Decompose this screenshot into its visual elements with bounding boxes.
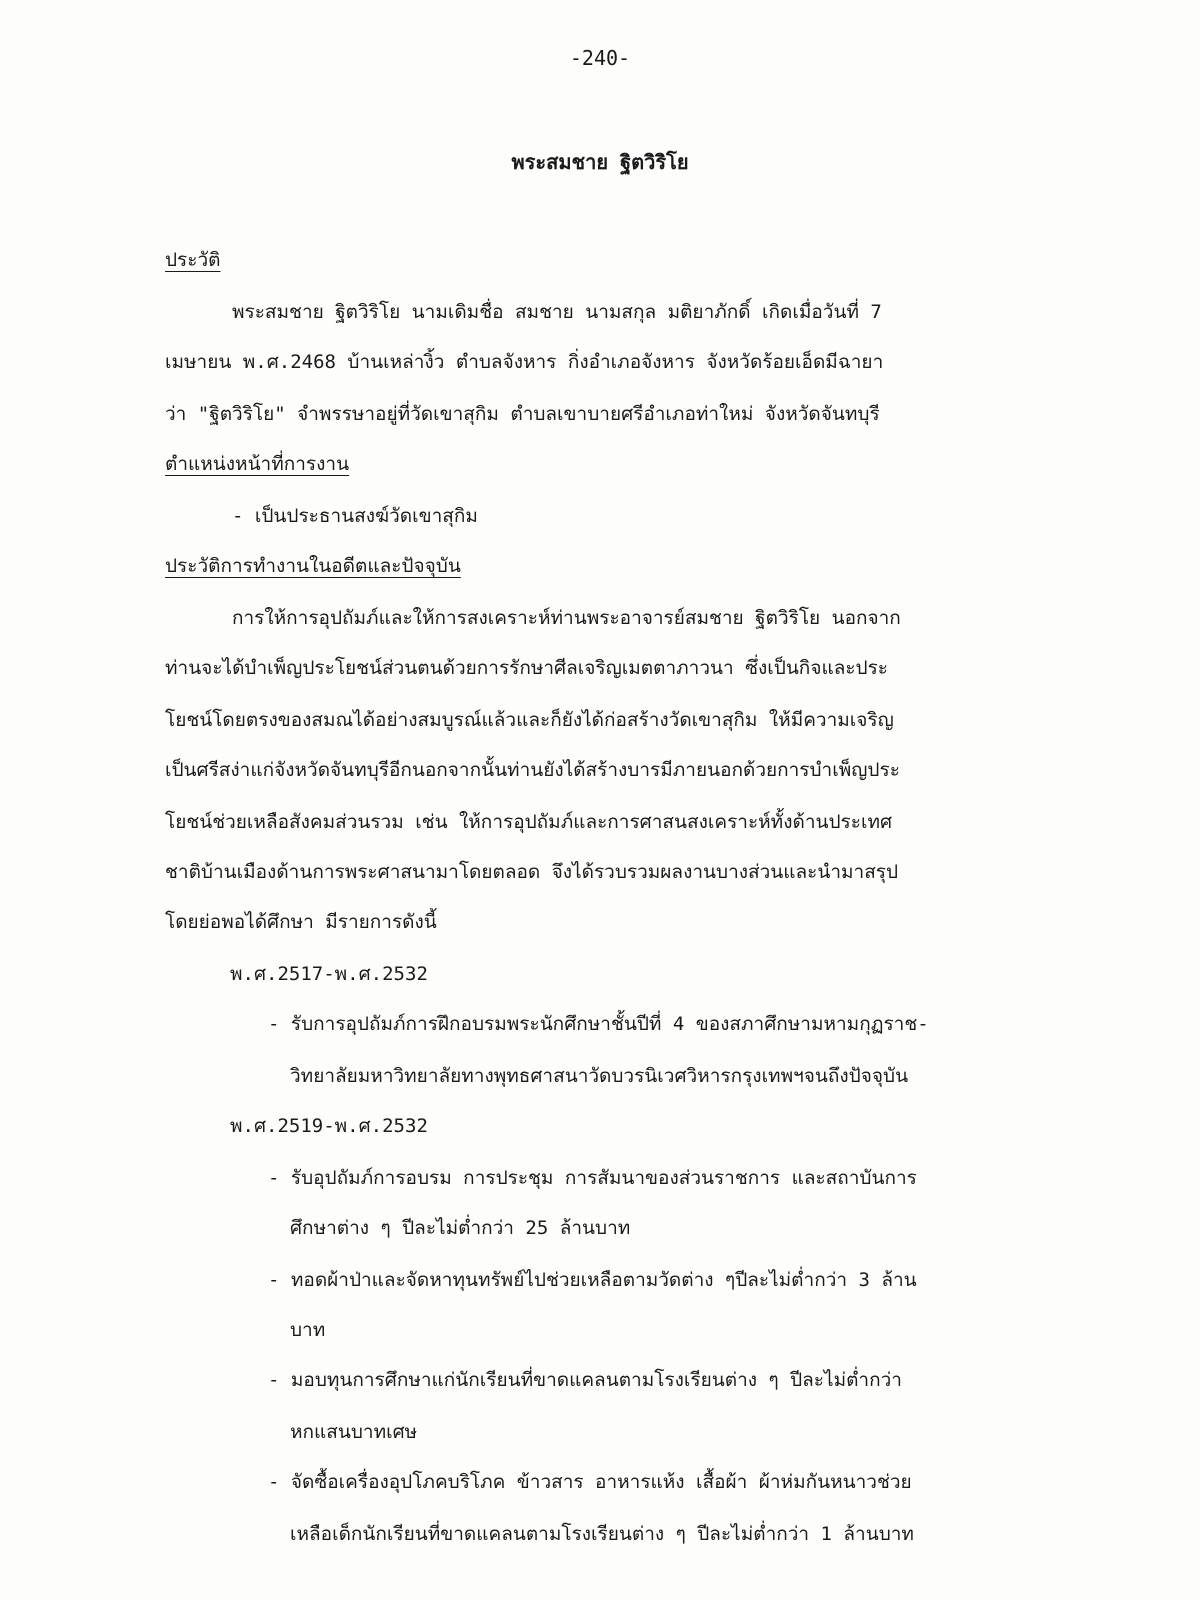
page-number: -240- bbox=[569, 46, 631, 70]
list-item-continuation: บาท bbox=[290, 1319, 326, 1341]
paragraph-line: การให้การอุปถัมภ์และให้การสงเคราะห์ท่านพระอาจารย์สมชาย ฐิตวิริโย นอกจาก bbox=[232, 607, 901, 629]
paragraph-line: ชาติบ้านเมืองด้านการพระศาสนามาโดยตลอด จึงได้รวบรวมผลงานบางส่วนและนำมาสรุป bbox=[165, 861, 899, 883]
section-heading-biography: ประวัติ bbox=[165, 249, 221, 271]
list-item: - ทอดผ้าป่าและจัดหาทุนทรัพย์ไปช่วยเหลือตามวัดต่าง ๆปีละไม่ต่ำกว่า 3 ล้าน bbox=[268, 1269, 917, 1291]
paragraph-line: เมษายน พ.ศ.2468 บ้านเหล่างิ้ว ตำบลจังหาร กิ่งอำเภอจังหาร จังหวัดร้อยเอ็ดมีฉายา bbox=[165, 351, 884, 373]
paragraph-line: ท่านจะได้บำเพ็ญประโยชน์ส่วนตนด้วยการรักษาศีลเจริญเมตตาภาวนา ซึ่งเป็นกิจและประ bbox=[165, 657, 889, 679]
section-heading-position: ตำแหน่งหน้าที่การงาน bbox=[165, 453, 350, 475]
period-label: พ.ศ.2519-พ.ศ.2532 bbox=[230, 1115, 428, 1137]
page-title: พระสมชาย ฐิตวิริโย bbox=[511, 150, 689, 174]
paragraph-line: เป็นศรีสง่าแก่จังหวัดจันทบุรีอีกนอกจากนั้นท่านยังได้สร้างบารมีภายนอกด้วยการบำเพ็ญประ bbox=[165, 759, 900, 781]
list-item: - จัดซื้อเครื่องอุปโภคบริโภค ข้าวสาร อาหารแห้ง เสื้อผ้า ผ้าห่มกันหนาวช่วย bbox=[268, 1471, 912, 1493]
paragraph-line: ว่า "ฐิตวิริโย" จำพรรษาอยู่ที่วัดเขาสุกิม ตำบลเขาบายศรีอำเภอท่าใหม่ จังหวัดจันทบุรี bbox=[165, 403, 880, 425]
paragraph-line: พระสมชาย ฐิตวิริโย นามเดิมชื่อ สมชาย นามสกุล มติยาภักดิ์ เกิดเมื่อวันที่ 7 bbox=[232, 301, 882, 323]
list-item-continuation: หกแสนบาทเศษ bbox=[290, 1421, 418, 1443]
list-item-continuation: ศึกษาต่าง ๆ ปีละไม่ต่ำกว่า 25 ล้านบาท bbox=[290, 1217, 631, 1239]
section-heading-work-history: ประวัติการทำงานในอดีตและปัจจุบัน bbox=[165, 555, 461, 577]
list-item: - เป็นประธานสงฆ์วัดเขาสุกิม bbox=[232, 505, 478, 527]
list-item-continuation: วิทยาลัยมหาวิทยาลัยทางพุทธศาสนาวัดบวรนิเวศวิหารกรุงเทพฯจนถึงปัจจุบัน bbox=[290, 1065, 909, 1087]
list-item: - รับการอุปถัมภ์การฝึกอบรมพระนักศึกษาชั้นปีที่ 4 ของสภาศึกษามหามกุฏราช- bbox=[268, 1013, 929, 1035]
paragraph-line: โยชน์ช่วยเหลือสังคมส่วนรวม เช่น ให้การอุปถัมภ์และการศาสนสงเคราะห์ทั้งด้านประเทศ bbox=[165, 811, 893, 833]
period-label: พ.ศ.2517-พ.ศ.2532 bbox=[230, 963, 428, 985]
list-item: - รับอุปถัมภ์การอบรม การประชุม การสัมนาของส่วนราชการ และสถาบันการ bbox=[268, 1167, 917, 1189]
list-item: - มอบทุนการศึกษาแก่นักเรียนที่ขาดแคลนตามโรงเรียนต่าง ๆ ปีละไม่ต่ำกว่า bbox=[268, 1369, 902, 1391]
paragraph-line: โยชน์โดยตรงของสมณได้อย่างสมบูรณ์แล้วและก็ยังได้ก่อสร้างวัดเขาสุกิม ให้มีความเจริญ bbox=[165, 709, 894, 731]
paragraph-line: โดยย่อพอได้ศึกษา มีรายการดังนี้ bbox=[165, 911, 437, 933]
list-item-continuation: เหลือเด็กนักเรียนที่ขาดแคลนตามโรงเรียนต่าง ๆ ปีละไม่ต่ำกว่า 1 ล้านบาท bbox=[290, 1523, 914, 1545]
